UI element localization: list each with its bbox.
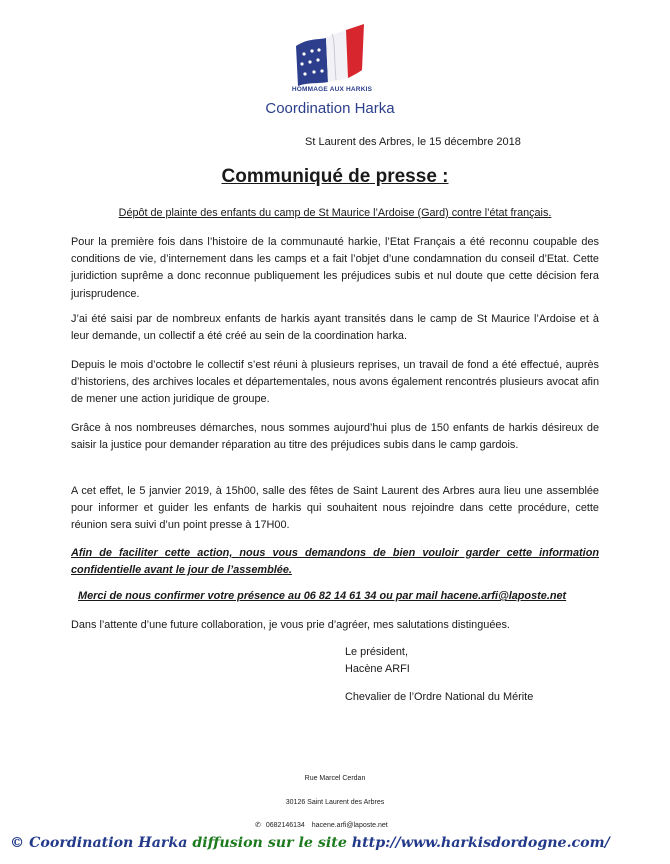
flag-logo-icon	[288, 20, 372, 90]
phone-number: 0682146134	[265, 822, 305, 829]
copyright-symbol: ©	[10, 835, 25, 851]
footer-url[interactable]: http://www.harkisdordogne.com/	[351, 835, 610, 851]
footer-middle: diffusion sur le site	[192, 835, 347, 851]
logo	[288, 20, 372, 96]
confidentiality-notice: Afin de faciliter cette action, nous vous demandons de bien vouloir garder cette information confidentielle avant le jour de l’assemblée.	[71, 547, 599, 577]
signature-distinction: Chevalier de l’Ordre National du Mérite	[345, 691, 534, 703]
dateline: St Laurent des Arbres, le 15 décembre 2018	[305, 136, 521, 148]
footer-org: Coordination Harka	[29, 835, 188, 851]
signature-role: Le président,	[345, 646, 408, 658]
closing-paragraph: Dans l’attente d’une future collaboration, je vous prie d’agréer, mes salutations distinguées.	[71, 619, 510, 631]
email-address: hacene.arfi@laposte.net	[311, 822, 388, 829]
rsvp-notice: Merci de nous confirmer votre présence au 06 82 14 61 34 ou par mail hacene.arfi@laposte.net	[78, 590, 567, 602]
paragraph-2: J’ai été saisi par de nombreux enfants de harkis ayant transités dans le camp de St Maurice l’Ardoise et à leur demande, un collectif a été créé au sein de la coordination harka.	[71, 313, 599, 343]
address-city: 30126 Saint Laurent des Arbres	[285, 799, 385, 806]
paragraph-1: Pour la première fois dans l’histoire de la communauté harkie, l’Etat Français a été reconnu coupable des conditions de vie, d’internement dans les camps et a fait l’objet d’une condamnation du conseil d’Etat. Cette juridiction suprême a donc reconnue publiquement les préjudices subis et nul doute que cette décision fera jurisprudence.	[71, 236, 599, 300]
subtitle: Dépôt de plainte des enfants du camp de St Maurice l’Ardoise (Gard) contre l’état français.	[118, 207, 552, 219]
phone-icon: ✆	[255, 822, 261, 829]
paragraph-4: Grâce à nos nombreuses démarches, nous sommes aujourd’hui plus de 150 enfants de harkis désireux de saisir la justice pour demander réparation au titre des préjudices subis dans le camp gardois.	[71, 422, 599, 452]
paragraph-5: A cet effet, le 5 janvier 2019, à 15h00, salle des fêtes de Saint Laurent des Arbres aura lieu une assemblée pour informer et guider les enfants de harkis qui souhaitent nous rejoindre dans cette procédure, cette réunion sera suivi d’un point presse à 17H00.	[71, 485, 599, 532]
paragraph-3: Depuis le mois d’octobre le collectif s’est réuni à plusieurs reprises, un travail de fond a été effectué, auprès d’historiens, des archives locales et départementales, nous avons également rencontrés plusieurs avocat afin de mener une action juridique de groupe.	[71, 359, 599, 406]
logo-caption: HOMMAGE AUX HARKIS	[291, 86, 373, 93]
signature-name: Hacène ARFI	[345, 663, 410, 675]
page-title: Communiqué de presse :	[221, 166, 449, 187]
footer	[10, 835, 670, 851]
address-street: Rue Marcel Cerdan	[304, 775, 366, 782]
organization-name: Coordination Harka	[265, 100, 395, 117]
contact-line	[255, 821, 393, 829]
